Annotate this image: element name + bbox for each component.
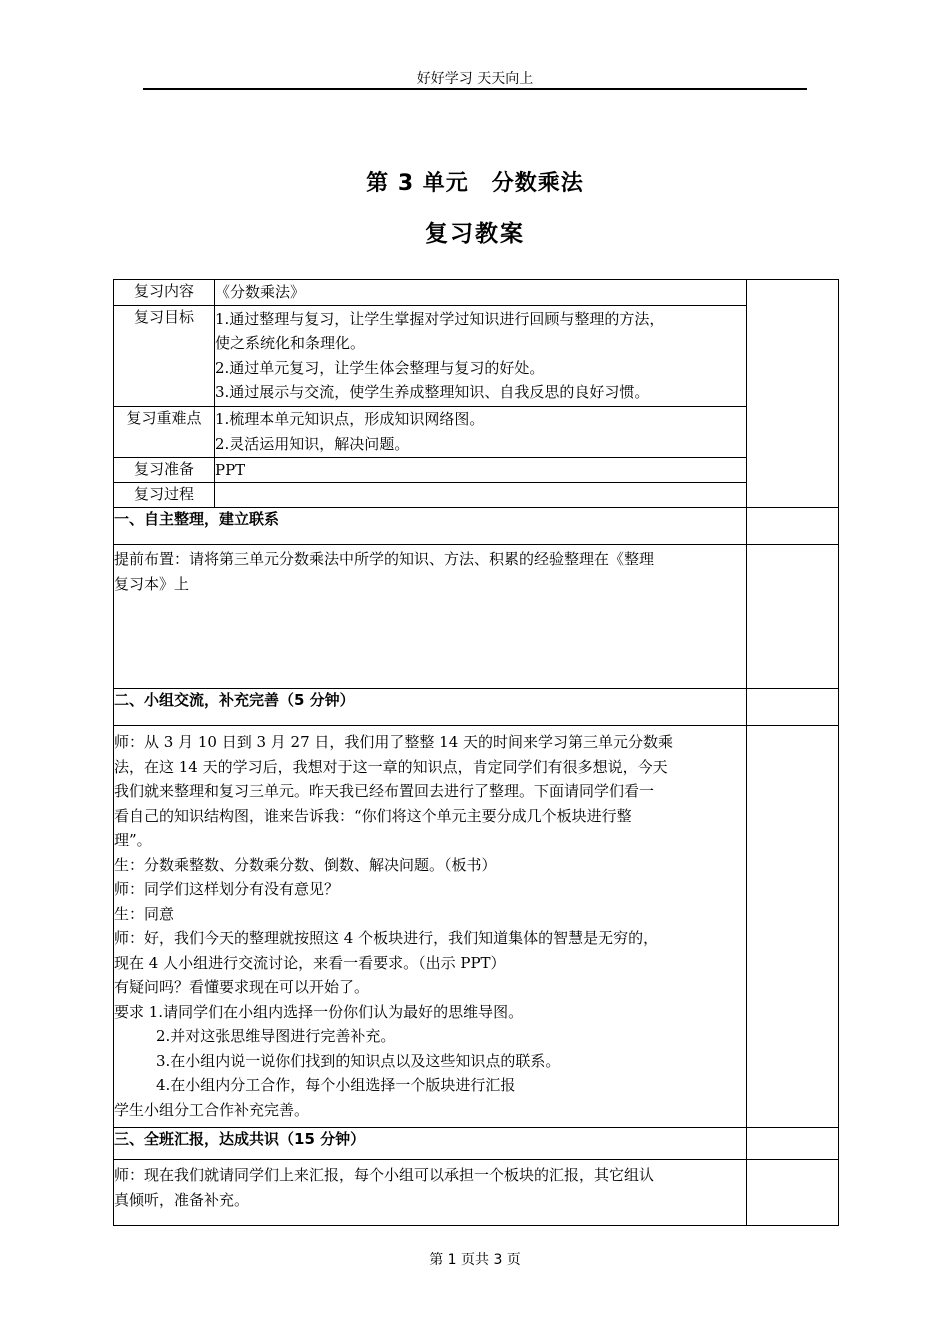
section2-heading: 二、小组交流，补充完善（5 分钟） [114,689,747,726]
text-line: 师：同学们这样划分有没有意见？ [114,880,340,898]
text-line: 生：分数乘整数、分数乘分数、倒数、解决问题。（板书） [114,855,497,874]
key-points-list [215,406,747,457]
text-line: 生：同意 [114,904,175,923]
side-cell [747,726,839,1128]
section3-body-row [114,1160,839,1226]
prep-value: PPT [215,457,747,483]
section1-heading-row [114,508,839,545]
text-line: 法，在这 14 天的学习后，我想对于这一章的知识点，肯定同学们有很多想说，今天 [114,757,668,776]
text-line: 我们就来整理和复习三单元。昨天我已经布置回去进行了整理。下面请同学们看一 [114,782,655,800]
goals-label: 复习目标 [114,305,215,406]
section1-heading: 一、自主整理，建立联系 [114,508,747,545]
text-line: 学生小组分工合作补充完善。 [114,1100,310,1119]
key-point-line: 1.梳理本单元知识点，形成知识网络图。 [215,410,485,428]
unit-title: 第 3 单元 分数乘法 [366,171,584,196]
side-cell [747,1160,839,1226]
key-points-label: 复习重难点 [114,406,215,457]
side-cell [747,508,839,545]
text-line: 理”。 [114,831,152,849]
side-cell [747,1128,839,1160]
text-line: 真倾听，准备补充。 [114,1190,250,1209]
text-line: 看自己的知识结构图，谁来告诉我：“你们将这个单元主要分成几个板块进行整 [114,806,632,825]
row-process [114,483,839,508]
process-label: 复习过程 [114,483,215,508]
goal-line: 3.通过展示与交流，使学生养成整理知识、自我反思的良好习惯。 [215,383,650,401]
key-point-line: 2.灵活运用知识，解决问题。 [215,434,410,453]
text-line: 要求 1.请同学们在小组内选择一份你们认为最好的思维导图。 [114,1002,524,1021]
side-cell [747,689,839,726]
header-rule [143,88,807,90]
row-key-points [114,406,839,457]
row-goals [114,305,839,406]
page-number: 第 1 页共 3 页 [429,1252,521,1268]
indented-line: 4.在小组内分工合作，每个小组选择一个版块进行汇报 [156,1076,516,1094]
goal-line: 2.通过单元复习，让学生体会整理与复习的好处。 [215,358,545,377]
content-label: 复习内容 [114,280,215,306]
section2-body [114,726,747,1128]
indented-line: 2.并对这张思维导图进行完善补充。 [156,1027,396,1045]
section1-body [114,545,747,689]
section3-body [114,1160,747,1226]
text-line: 师：好，我们今天的整理就按照这 4 个板块进行，我们知道集体的智慧是无穷的， [114,929,659,947]
header-motto: 好好学习 天天向上 [416,71,534,87]
section2-body-row [114,726,839,1128]
goals-list [215,305,747,406]
text-line: 有疑问吗？看懂要求现在可以开始了。 [114,978,370,996]
goal-line: 使之系统化和条理化。 [215,334,366,352]
doc-title: 复习教案 [425,221,525,247]
section3-heading: 三、全班汇报，达成共识（15 分钟） [114,1128,747,1160]
process-value [215,483,747,508]
row-preparation [114,457,839,483]
lesson-plan-table [113,279,839,1226]
side-column-notes [747,280,839,508]
side-cell [747,545,839,689]
row-content [114,280,839,306]
section3-heading-row [114,1128,839,1160]
text-line: 师：现在我们就请同学们上来汇报，每个小组可以承担一个板块的汇报，其它组认 [114,1166,655,1184]
section2-heading-row [114,689,839,726]
content-value: 《分数乘法》 [215,280,747,306]
text-line: 提前布置：请将第三单元分数乘法中所学的知识、方法、积累的经验整理在《整理 [114,550,655,568]
goal-line: 1.通过整理与复习，让学生掌握对学过知识进行回顾与整理的方法， [215,309,665,328]
text-line: 师：从 3 月 10 日到 3 月 27 日，我们用了整整 14 天的时间来学习第三单元分数乘 [114,733,674,751]
text-line: 复习本》上 [114,574,190,593]
indented-line: 3.在小组内说一说你们找到的知识点以及这些知识点的联系。 [156,1051,561,1070]
section1-body-row [114,545,839,689]
text-line: 现在 4 人小组进行交流讨论，来看一看要求。（出示 PPT） [114,953,506,972]
prep-label: 复习准备 [114,457,215,483]
